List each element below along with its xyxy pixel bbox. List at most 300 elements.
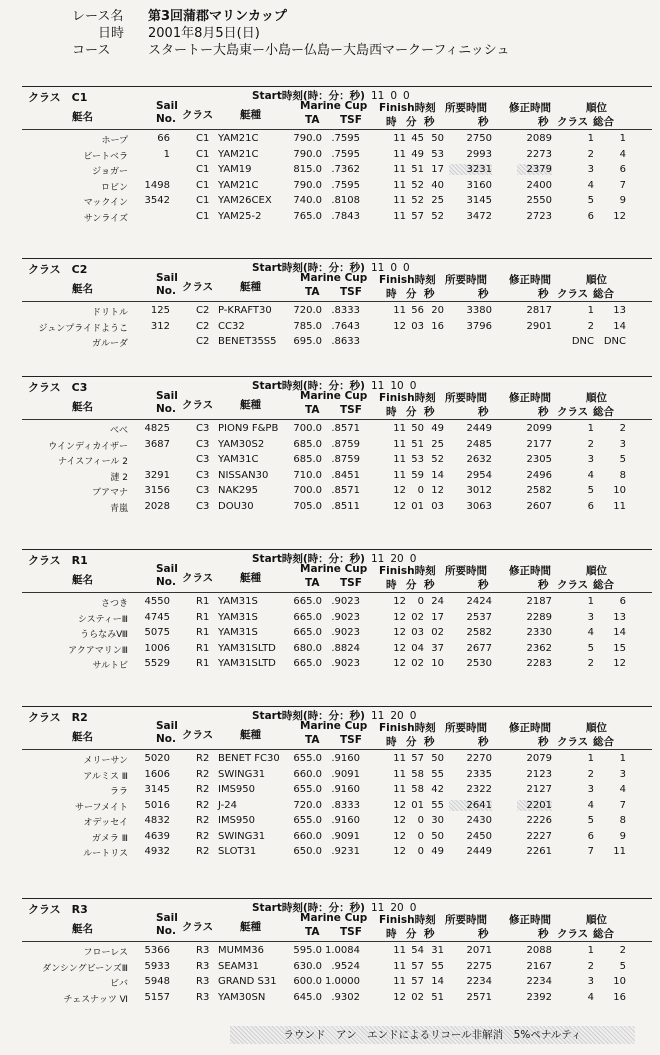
boat-model: MUMM36: [218, 945, 264, 956]
boat-name: ガメラ Ⅲ: [91, 833, 128, 844]
table-row: [22, 830, 652, 846]
header-rule: [22, 749, 652, 750]
class-rank: 4: [587, 799, 594, 811]
tsf-value: .8633: [331, 336, 360, 347]
finish-hour: 12: [393, 846, 406, 857]
class-rank: 2: [587, 320, 594, 332]
finish-hour: 12: [393, 830, 406, 842]
finish-hour: 11: [393, 423, 406, 434]
column-header-klass: クラス: [182, 921, 214, 933]
finish-hour: 11: [393, 195, 406, 206]
column-header-elapsed: 所要時間: [445, 392, 487, 404]
table-row: [22, 210, 652, 226]
ta-value: 740.0: [293, 195, 322, 206]
start-time-part: 20: [390, 553, 404, 565]
column-header-model: 艇種: [240, 399, 261, 411]
class-rank: 2: [587, 148, 594, 160]
finish-minute: 0: [417, 846, 424, 857]
boat-class: C1: [196, 179, 210, 191]
class-rank: 5: [587, 642, 594, 654]
column-header-mc: Marine Cup: [300, 563, 368, 575]
column-header-rank: 順位: [586, 565, 607, 577]
table-row: [22, 991, 652, 1007]
finish-hour: 12: [393, 320, 406, 332]
finish-minute: 57: [411, 960, 424, 972]
boat-name: ウインディカイザー: [48, 441, 128, 452]
result-rows: [22, 752, 652, 861]
finish-second: 50: [431, 830, 444, 842]
boat-name: ホープ: [101, 136, 128, 146]
finish-second: 50: [431, 753, 444, 764]
boat-model: J-24: [218, 799, 237, 811]
finish-minute: 53: [411, 454, 424, 465]
tsf-value: 1.0084: [325, 945, 360, 956]
table-row: [22, 500, 652, 516]
tsf-value: .7595: [331, 148, 360, 160]
finish-hour: 12: [393, 500, 406, 512]
column-header-tsf: TSF: [340, 926, 362, 938]
tsf-value: .8571: [331, 423, 360, 434]
corrected-seconds: 2234: [526, 976, 552, 987]
boat-model: NAK295: [218, 485, 258, 496]
boat-class: C3: [196, 423, 210, 434]
class-section: [22, 898, 652, 1005]
column-header-sec1: 秒: [478, 579, 489, 591]
column-header-elapsed: 所要時間: [445, 565, 487, 577]
tsf-value: .9023: [331, 627, 360, 638]
column-header-rank: 順位: [586, 914, 607, 926]
elapsed-seconds: 2677: [466, 642, 492, 654]
start-time-part: 0: [409, 553, 417, 565]
start-time-part: 11: [370, 262, 385, 274]
column-header-name: 艇名: [72, 574, 93, 586]
finish-second: 53: [431, 148, 444, 160]
boat-model: YAM31C: [218, 454, 259, 465]
finish-second: 49: [431, 846, 444, 857]
overall-rank: 1: [619, 753, 626, 764]
start-label: Start時刻(時：分：秒): [252, 553, 365, 565]
class-rank: 2: [587, 658, 594, 669]
column-header-sail2: No.: [156, 403, 176, 415]
corrected-seconds: 2177: [526, 438, 552, 450]
sail-number: 4745: [144, 611, 170, 623]
finish-minute: 51: [411, 164, 424, 175]
column-header-rclass: クラス: [557, 928, 589, 940]
table-row: [22, 814, 652, 830]
tsf-value: .8333: [331, 305, 360, 316]
overall-rank: 2: [619, 945, 626, 956]
boat-name: システィーⅢ: [77, 614, 128, 625]
column-header-hh: 時: [386, 288, 397, 300]
table-row: [22, 438, 652, 454]
finish-minute: 52: [411, 195, 424, 206]
sail-number: 5948: [144, 976, 170, 987]
class-rank: 1: [587, 133, 594, 144]
class-rank: 1: [587, 945, 594, 956]
table-row: [22, 453, 652, 469]
tsf-value: .7643: [331, 320, 360, 332]
ta-value: 790.0: [293, 133, 322, 144]
corrected-seconds: 2167: [526, 960, 552, 972]
column-header-roverall: 総合: [593, 579, 614, 591]
column-header-mm: 分: [406, 406, 417, 418]
elapsed-seconds: 2424: [466, 596, 492, 607]
column-headers: [22, 912, 652, 940]
table-row: [22, 944, 652, 960]
finish-second: 52: [431, 454, 444, 465]
overall-rank: 1: [619, 133, 626, 144]
start-time-part: 0: [409, 902, 417, 914]
finish-hour: 11: [393, 133, 406, 144]
corrected-seconds: 2330: [526, 627, 552, 638]
table-row: [22, 179, 652, 195]
finish-hour: 12: [393, 991, 406, 1003]
column-header-mc: Marine Cup: [300, 912, 368, 924]
tsf-value: .9231: [331, 846, 360, 857]
boat-name: ルートリス: [83, 849, 128, 859]
column-header-mc: Marine Cup: [300, 100, 368, 112]
start-time-part: 11: [370, 380, 385, 392]
elapsed-seconds: 2430: [466, 815, 492, 826]
corrected-seconds: 2079: [526, 753, 552, 764]
table-row: [22, 422, 652, 438]
class-rank: 2: [587, 768, 594, 780]
finish-hour: 12: [393, 658, 406, 669]
tsf-value: .9023: [331, 611, 360, 623]
sail-number: 5529: [144, 658, 170, 669]
tsf-value: .9023: [331, 596, 360, 607]
overall-rank: 5: [619, 454, 626, 465]
column-header-ta: TA: [305, 577, 320, 589]
table-row: [22, 611, 652, 627]
ta-value: 650.0: [293, 846, 322, 857]
column-header-klass: クラス: [182, 729, 214, 741]
elapsed-seconds: 2335: [466, 768, 492, 780]
finish-minute: 59: [411, 469, 424, 481]
result-rows: [22, 132, 652, 225]
finish-second: 31: [431, 945, 444, 956]
finish-second: 14: [431, 469, 444, 481]
overall-rank: 7: [619, 179, 626, 191]
ta-value: 655.0: [293, 784, 322, 795]
boat-class: C2: [196, 320, 210, 332]
column-header-finish: Finish時刻: [379, 722, 436, 734]
corrected-seconds: 2817: [526, 305, 552, 316]
ta-value: 720.0: [293, 305, 322, 316]
tsf-value: .9160: [331, 815, 360, 826]
class-rank: 1: [587, 596, 594, 607]
header-rule: [22, 419, 652, 420]
table-row: [22, 657, 652, 673]
section-rule: [22, 86, 652, 87]
finish-second: 50: [431, 133, 444, 144]
finish-second: 10: [431, 658, 444, 669]
sail-number: 4825: [144, 423, 170, 434]
finish-second: 17: [431, 611, 444, 623]
boat-class: R2: [196, 846, 210, 857]
finish-second: 03: [431, 500, 444, 512]
boat-class: R1: [196, 658, 210, 669]
column-header-sail2: No.: [156, 576, 176, 588]
start-time-part: 10: [390, 380, 404, 392]
corrected-seconds: 2607: [526, 500, 552, 512]
boat-class: C1: [196, 210, 210, 222]
result-rows: [22, 944, 652, 1006]
finish-second: 14: [431, 976, 444, 987]
corrected-seconds: 2089: [526, 133, 552, 144]
class-rank: 1: [587, 423, 594, 434]
ta-value: 665.0: [293, 596, 322, 607]
column-header-sec1: 秒: [478, 406, 489, 418]
class-name: クラス R2: [28, 711, 88, 724]
overall-rank: 3: [619, 768, 626, 780]
ta-value: 665.0: [293, 658, 322, 669]
boat-model: YAM21C: [218, 179, 259, 191]
class-rank: 7: [587, 846, 594, 857]
table-row: [22, 768, 652, 784]
ta-value: 595.0: [293, 945, 322, 956]
column-header-ta: TA: [305, 926, 320, 938]
finish-hour: 12: [393, 485, 406, 496]
table-row: [22, 469, 652, 485]
boat-model: YAM31SLTD: [218, 642, 276, 654]
boat-name: アルミス Ⅲ: [83, 771, 128, 782]
overall-rank: 9: [619, 195, 626, 206]
column-headers: [22, 563, 652, 591]
boat-class: C3: [196, 485, 210, 496]
column-header-name: 艇名: [72, 111, 93, 123]
corrected-seconds: 2362: [526, 642, 552, 654]
column-header-rclass: クラス: [557, 116, 589, 128]
column-header-rclass: クラス: [557, 406, 589, 418]
ta-value: 665.0: [293, 627, 322, 638]
boat-name: ララ: [109, 787, 128, 797]
start-time-part: 11: [370, 90, 385, 102]
column-header-elapsed: 所要時間: [445, 914, 487, 926]
finish-minute: 58: [411, 768, 424, 780]
boat-name: サルトビ: [92, 661, 128, 671]
corrected-seconds: 2261: [526, 846, 552, 857]
overall-rank: 8: [619, 469, 626, 481]
tsf-value: .7595: [331, 133, 360, 144]
sail-number: 1: [163, 148, 170, 160]
column-header-sec2: 秒: [538, 736, 549, 748]
corrected-seconds: 2283: [526, 658, 552, 669]
column-header-sail2: No.: [156, 925, 176, 937]
elapsed-seconds: 2275: [466, 960, 492, 972]
class-rank: 6: [587, 830, 594, 842]
finish-minute: 57: [411, 210, 424, 222]
header-rule: [22, 301, 652, 302]
class-rank: DNC: [571, 336, 594, 347]
column-header-sec1: 秒: [478, 288, 489, 300]
finish-minute: 54: [411, 945, 424, 956]
column-header-name: 艇名: [72, 923, 93, 935]
class-rank: 5: [587, 485, 594, 496]
elapsed-seconds: 2270: [466, 753, 492, 764]
overall-rank: 8: [619, 815, 626, 826]
column-header-corrected: 修正時間: [509, 274, 551, 286]
corrected-seconds: 2226: [526, 815, 552, 826]
table-row: [22, 335, 652, 351]
start-time-part: 11: [370, 902, 385, 914]
overall-rank: 11: [613, 846, 626, 857]
column-header-sec2: 秒: [538, 579, 549, 591]
finish-second: 16: [431, 320, 444, 332]
header-rule: [22, 941, 652, 942]
overall-rank: 10: [613, 485, 626, 496]
elapsed-seconds: 3160: [466, 179, 492, 191]
boat-name: うらなみⅧ: [80, 630, 128, 640]
boat-class: R3: [196, 945, 210, 956]
start-label: Start時刻(時：分：秒): [252, 90, 365, 102]
class-rank: 3: [587, 784, 594, 795]
ta-value: 660.0: [293, 830, 322, 842]
finish-minute: 58: [411, 784, 424, 795]
table-row: [22, 320, 652, 336]
ta-value: 685.0: [293, 438, 322, 450]
boat-name: ナイスフィール 2: [58, 457, 128, 467]
finish-hour: 11: [393, 305, 406, 316]
elapsed-seconds: 2449: [466, 846, 492, 857]
column-headers: [22, 100, 652, 128]
elapsed-seconds: 3380: [466, 305, 492, 316]
column-header-finish: Finish時刻: [379, 102, 436, 114]
boat-class: R2: [196, 784, 210, 795]
column-header-ss: 秒: [424, 288, 435, 300]
class-rank: 4: [587, 991, 594, 1003]
start-time-part: 0: [409, 710, 417, 722]
column-headers: [22, 390, 652, 418]
finish-hour: 11: [393, 768, 406, 780]
elapsed-seconds: 2582: [466, 627, 492, 638]
column-header-finish: Finish時刻: [379, 565, 436, 577]
sail-number: 4932: [144, 846, 170, 857]
elapsed-seconds: 2530: [466, 658, 492, 669]
table-row: [22, 642, 652, 658]
class-rank: 6: [587, 500, 594, 512]
tsf-value: .8759: [331, 454, 360, 465]
corrected-seconds: 2582: [526, 485, 552, 496]
boat-class: C1: [196, 195, 210, 206]
finish-hour: 12: [393, 627, 406, 638]
tsf-value: .8511: [331, 500, 360, 512]
finish-hour: 11: [393, 454, 406, 465]
class-rank: 3: [587, 164, 594, 175]
column-header-ta: TA: [305, 734, 320, 746]
race-name-label: レース名: [72, 9, 124, 24]
column-header-klass: クラス: [182, 399, 214, 411]
boat-name: ドリトル: [91, 308, 128, 318]
column-header-sec2: 秒: [538, 288, 549, 300]
column-header-mm: 分: [406, 736, 417, 748]
column-header-ss: 秒: [424, 406, 435, 418]
column-header-roverall: 総合: [593, 928, 614, 940]
boat-class: C3: [196, 500, 210, 512]
boat-model: BENET FC30: [218, 753, 280, 764]
boat-model: IMS950: [218, 815, 256, 826]
finish-minute: 57: [411, 976, 424, 987]
boat-class: R3: [196, 976, 210, 987]
corrected-seconds: 2123: [526, 768, 552, 780]
finish-minute: 0: [417, 815, 424, 826]
column-header-tsf: TSF: [340, 404, 362, 416]
sail-number: 5016: [144, 799, 170, 811]
tsf-value: .7362: [331, 164, 360, 175]
boat-name: ブアマナ: [91, 488, 128, 498]
finish-second: 25: [431, 195, 444, 206]
column-header-corrected: 修正時間: [509, 392, 551, 404]
column-header-mc: Marine Cup: [300, 720, 368, 732]
column-header-roverall: 総合: [593, 288, 614, 300]
boat-class: C2: [196, 305, 210, 316]
column-header-ta: TA: [305, 286, 320, 298]
overall-rank: 12: [613, 210, 626, 222]
boat-class: C3: [196, 454, 210, 465]
finish-minute: 01: [411, 500, 424, 512]
finish-minute: 51: [411, 438, 424, 450]
corrected-seconds: 2289: [526, 611, 552, 623]
column-header-sail2: No.: [156, 113, 176, 125]
column-header-hh: 時: [386, 116, 397, 128]
finish-second: 51: [431, 991, 444, 1003]
boat-class: C1: [196, 133, 210, 144]
boat-name: チェスナッツ Ⅵ: [63, 994, 128, 1005]
start-time-part: 11: [370, 553, 385, 565]
sail-number: 5020: [144, 753, 170, 764]
table-row: [22, 752, 652, 768]
boat-class: R2: [196, 830, 210, 842]
elapsed-seconds: 2993: [466, 148, 492, 160]
overall-rank: 4: [619, 148, 626, 160]
column-header-elapsed: 所要時間: [445, 722, 487, 734]
start-time-part: 20: [390, 902, 404, 914]
column-header-sail1: Sail: [156, 720, 178, 732]
boat-class: R2: [196, 815, 210, 826]
ta-value: 790.0: [293, 179, 322, 191]
tsf-value: .9160: [331, 753, 360, 764]
column-header-mm: 分: [406, 579, 417, 591]
overall-rank: 16: [613, 991, 626, 1003]
finish-minute: 57: [411, 753, 424, 764]
finish-hour: 11: [393, 469, 406, 481]
column-header-rclass: クラス: [557, 736, 589, 748]
tsf-value: .8824: [331, 642, 360, 654]
class-name: クラス R1: [28, 554, 88, 567]
column-header-corrected: 修正時間: [509, 102, 551, 114]
finish-minute: 56: [411, 305, 424, 316]
column-header-name: 艇名: [72, 283, 93, 295]
tsf-value: .9302: [331, 991, 360, 1003]
race-header: [72, 8, 510, 59]
column-header-rank: 順位: [586, 392, 607, 404]
tsf-value: .8571: [331, 485, 360, 496]
class-rank: 5: [587, 815, 594, 826]
boat-model: SWING31: [218, 768, 266, 780]
boat-name: オデッセイ: [83, 818, 128, 828]
elapsed-seconds: 2485: [466, 438, 492, 450]
corrected-seconds: 2201: [517, 800, 552, 811]
start-time-part: 0: [390, 90, 398, 102]
ta-value: 815.0: [293, 164, 322, 175]
boat-class: C3: [196, 469, 210, 481]
boat-model: YAM31SLTD: [218, 658, 276, 669]
elapsed-seconds: 3796: [466, 320, 492, 332]
boat-model: YAM26CEX: [218, 195, 272, 206]
boat-class: R3: [196, 960, 210, 972]
elapsed-seconds: 2750: [466, 133, 492, 144]
finish-hour: 11: [393, 976, 406, 987]
